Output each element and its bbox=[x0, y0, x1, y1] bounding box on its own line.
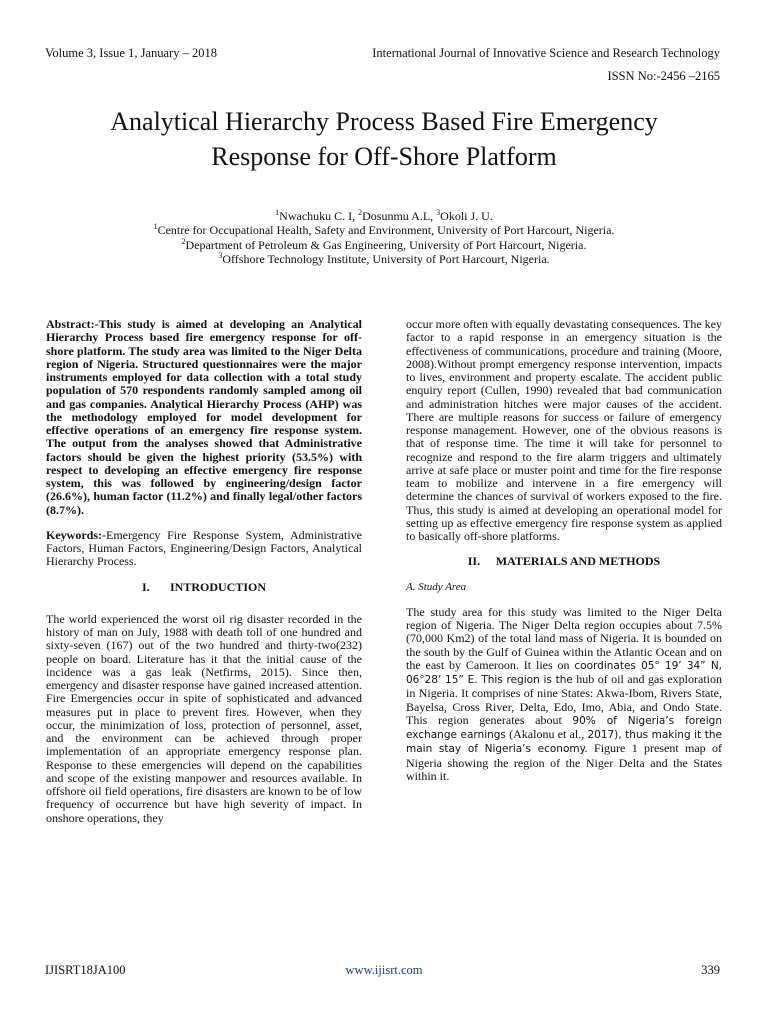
keywords-text: Emergency Fire Response System, Administrative Factors, Human Factors, Engineering/Design Factors, Analytical Hierarchy Process. bbox=[46, 527, 362, 569]
title-line-2: Response for Off-Shore Platform bbox=[211, 142, 557, 171]
intro-title: INTRODUCTION bbox=[169, 579, 266, 594]
intro-paragraph: The world experienced the worst oil rig disaster recorded in the history of man on July, 1988 with death toll of one hundred and sixty-seven (167) out of the two hundred and thirty-two(232) people on board. Literature has it that the initial cause of the incidence was a gas leak (Netfirms, 2015). Since then, emergency and disaster response have gained increased attention. Fire Emergencies occur in spite of sophisticated and advanced measures put in place to prevent fires. However, when they occur, the minimization of loss, protection of personnel, asset, and the environment can be achieved through proper implementation of an appropriate emergency response plan. Response to these emergencies will depend on the capabilities and scope of the existing manpower and resources available. In offshore oil field operations, fire disasters are known to be of low frequency of occurrence but have high severity of impact. In onshore operations, they bbox=[46, 611, 362, 825]
affiliation-3-text: Offshore Technology Institute, University of Port Harcourt, Nigeria. bbox=[222, 252, 550, 266]
footer-paper-code: IJISRT18JA100 bbox=[45, 963, 126, 977]
author-1: Nwachuku C. I, bbox=[279, 209, 359, 223]
affiliation-1 bbox=[0, 223, 768, 238]
methods-number: II. bbox=[467, 554, 481, 569]
study-area-coordinates: coordinates 05° 19’ 34” N, 06°28’ 15” E. This region is the bbox=[406, 659, 723, 686]
affiliation-1-text: Centre for Occupational Health, Safety and Environment, University of Port Harcourt, Nigeria. bbox=[157, 223, 615, 237]
affiliation-1-sup: 1 bbox=[153, 222, 158, 231]
abstract: Abstract:-This study is aimed at developing an Analytical Hierarchy Process based fire emergency response for off-shore platform. The study area was limited to the Niger Delta region of Nigeria. Structured questionnaires were the major instruments employed for data collection with a total study population of 570 respondents randomly sampled among oil and gas companies. Analytical Hierarchy Process (AHP) was the methodology employed for model development for effective operations of an emergency fire response system. The output from the analyses showed that Administrative factors should be given the highest priority (53.5%) with respect to developing an effective emergency fire response system, this was followed by engineering/design factor (26.6%), human factor (11.2%) and finally legal/other factors (8.7%). bbox=[46, 317, 362, 517]
methods-title: MATERIALS AND METHODS bbox=[495, 554, 661, 569]
issn-number: ISSN No:-2456 –2165 bbox=[607, 69, 720, 83]
study-area-text-1: The study area for this study was limited to the Niger Delta region of Nigeria. The Niger Delta region occupies about 7.5% (70,000 Km2) of the total land mass of Nigeria. It is bounded on the south by the Gulf of Guinea within the Atlantic Ocean and on the east by Cameroon. It lies on bbox=[406, 604, 722, 672]
affiliation-2-text: Department of Petroleum & Gas Engineering, University of Port Harcourt, Nigeria. bbox=[185, 238, 587, 252]
title-line-1: Analytical Hierarchy Process Based Fire Emergency bbox=[110, 107, 658, 136]
affiliation-3 bbox=[0, 252, 768, 267]
affiliation-2-sup: 2 bbox=[181, 237, 186, 246]
study-area-text-2: hub of oil and gas exploration in Nigeria. It comprises of nine States: Akwa-Ibom, Rivers State, Bayelsa, Cross River, Delta, Edo, Imo, Abia, and Ondo State. This region generates about bbox=[406, 672, 723, 727]
keywords-label: Keywords:- bbox=[46, 527, 106, 542]
affiliation-2 bbox=[0, 238, 768, 253]
footer-page-number: 339 bbox=[701, 963, 720, 977]
study-area-text-3: (Akalonu et al., bbox=[505, 727, 585, 741]
footer-website-link[interactable]: www.ijisrt.com bbox=[345, 963, 423, 977]
study-area-exchange: 90% of Nigeria’s foreign exchange earnings bbox=[406, 714, 723, 741]
study-area-economy: 2017), thus making it the main stay of Nigeria’s economy. bbox=[406, 729, 722, 756]
author-2: Dosunmu A.L, bbox=[362, 209, 437, 223]
journal-name: International Journal of Innovative Science and Research Technology bbox=[372, 46, 720, 60]
study-area-text-4: Figure 1 present map of Nigeria showing the region of the Niger Delta and the States within it. bbox=[406, 741, 723, 783]
author-2-sup: 2 bbox=[358, 208, 363, 217]
intro-heading bbox=[46, 581, 362, 594]
volume-issue: Volume 3, Issue 1, January – 2018 bbox=[45, 46, 217, 60]
author-3: Okoli J. U. bbox=[440, 209, 493, 223]
left-column bbox=[46, 318, 362, 825]
keywords bbox=[46, 529, 362, 569]
paper-title bbox=[30, 104, 738, 174]
right-column bbox=[406, 318, 722, 783]
intro-number: I. bbox=[141, 579, 150, 594]
methods-heading bbox=[406, 555, 722, 568]
author-3-sup: 3 bbox=[436, 208, 441, 217]
study-area-heading: A. Study Area bbox=[406, 580, 467, 593]
study-area-paragraph bbox=[406, 606, 722, 783]
intro-continuation: occur more often with equally devastating consequences. The key factor to a rapid response in an emergency situation is the effectiveness of communications, procedure and training (Moore, 2008).Without prompt emergency response intervention, impacts to lives, environment and property escalate. The accident public enquiry report (Cullen, 1990) revealed that bad communication and administration hitches were major causes of the accident. There are multiple reasons for success or failure of emergency response management. However, one of the obvious reasons is that of response time. The time it will take for personnel to recognize and respond to the fire alarm triggers and ultimately arrive at safe place or muster point and time for the fire response team to mobilize and intervene in a fire emergency will determine the chances of survival of workers exposed to the fire. Thus, this study is aimed at developing an operational model for setting up as effective emergency fire response system as applied to basically off-shore platforms. bbox=[406, 317, 723, 543]
affiliation-3-sup: 3 bbox=[218, 251, 223, 260]
authors bbox=[0, 209, 768, 224]
author-1-sup: 1 bbox=[275, 208, 280, 217]
